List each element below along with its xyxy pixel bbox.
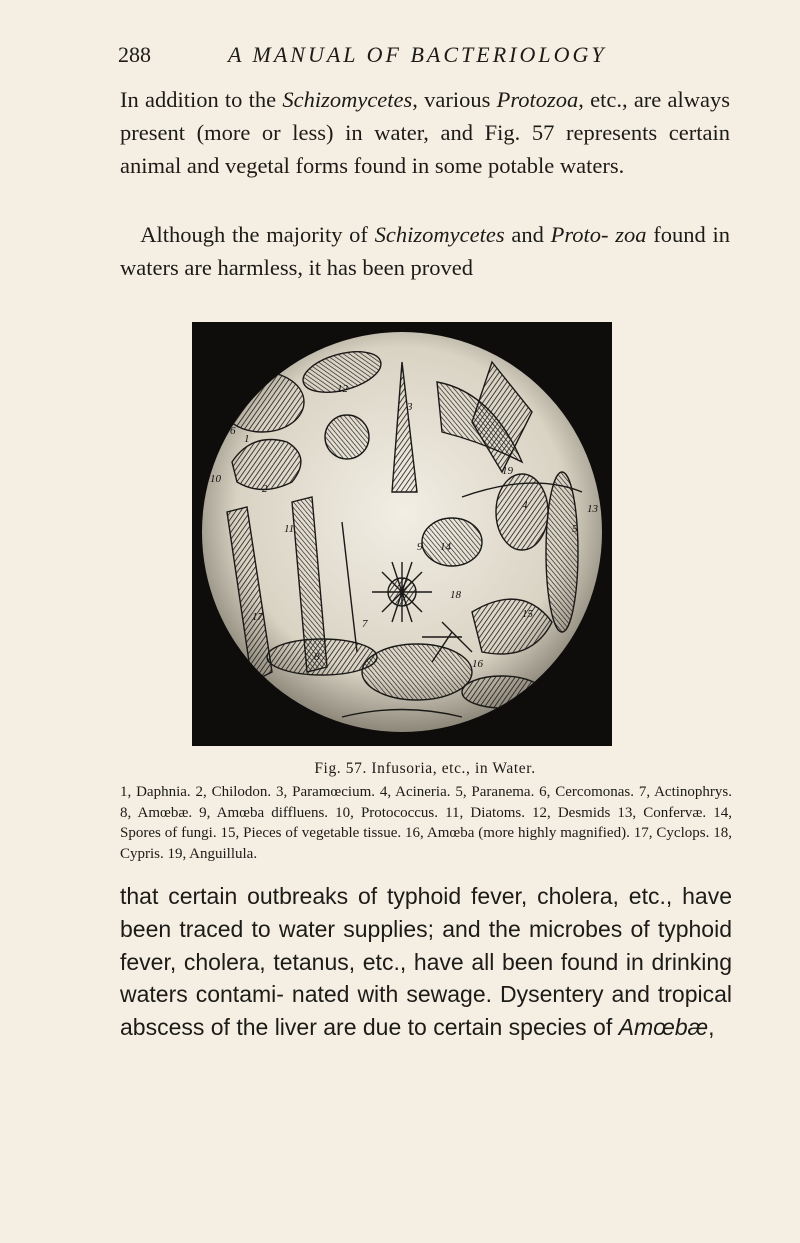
figure-caption-title: Fig. 57. Infusoria, etc., in Water.: [314, 760, 536, 777]
paragraph-intro: [120, 84, 730, 182]
acineria-shape: [325, 415, 369, 459]
figure-label-18: 18: [450, 589, 461, 601]
italic-term: Amœbæ: [618, 1014, 709, 1041]
figure-label-2: 2: [262, 483, 268, 495]
figure-label-14: 14: [440, 541, 451, 553]
paragraph-outbreaks: [120, 880, 732, 1044]
figure-label-7: 7: [362, 618, 368, 630]
figure-label-9: 9: [417, 541, 423, 553]
text-run: ,: [708, 1014, 715, 1041]
text-run: found in waters are harmless, it has been proved: [120, 222, 731, 280]
figure-label-10: 10: [210, 473, 221, 485]
figure-infusoria-engraving: [192, 322, 612, 746]
paragraph-majority: [120, 219, 730, 285]
figure-label-4: 4: [522, 499, 528, 511]
text-run: In addition to the: [120, 87, 283, 112]
figure-label-1: 1: [244, 433, 250, 445]
running-title: A MANUAL OF BACTERIOLOGY: [228, 42, 607, 67]
confervae-shape: [546, 472, 578, 632]
figure-label-19: 19: [502, 465, 513, 477]
italic-term: Schizomycetes: [282, 87, 413, 112]
text-run: and: [504, 222, 551, 247]
figure-label-16: 16: [472, 658, 483, 670]
microscope-field-illustration: [192, 322, 612, 746]
figure-label-15: 15: [522, 608, 533, 620]
text-run: that certain outbreaks of typhoid fever, cholera, etc., have been traced to water supplies; and the microbes of typhoid fever, cholera, tetanus, etc., have all been found in drinking waters contami- nated with sewage. Dysentery and tropical abscess of the liver are due to certain species of: [120, 883, 732, 1041]
page-header: [78, 42, 738, 76]
italic-term: Protozoa: [496, 87, 579, 112]
figure-label-17: 17: [252, 611, 263, 623]
page-number: 288: [118, 42, 151, 67]
amoeba-shape: [422, 518, 482, 566]
figure-label-13: 13: [587, 503, 598, 515]
italic-term: Schizomycetes: [374, 222, 505, 247]
figure-caption-legend: 1, Daphnia. 2, Chilodon. 3, Paramœcium. 4, Acineria. 5, Paranema. 6, Cercomonas. 7, Actinophrys. 8, Amœbæ. 9, Amœba diffluens. 10, Protococcus. 11, Diatoms. 12, Desmids 13, Confervæ. 14, Spores of fungi. 15, Pieces of vegetable tissue. 16, Amœba (more highly magnified). 17, Cyclops. 18, Cypris. 19, Anguillula.: [120, 784, 732, 862]
italic-term: Proto- zoa: [550, 222, 647, 247]
text-run: , etc., are always present (more or less) in water, and Fig. 57 represents certain animal and vegetal forms found in some potable waters.: [120, 87, 730, 178]
text-run: Although the majority of: [140, 222, 375, 247]
protococcus-shape: [362, 644, 472, 700]
cyclops-shape: [267, 639, 377, 675]
figure-label-3: 3: [407, 401, 413, 413]
figure-label-6: 6: [230, 425, 236, 437]
figure-label-5: 5: [572, 523, 578, 535]
figure-label-12: 12: [337, 383, 348, 395]
figure-label-8: 8: [314, 651, 320, 663]
text-run: , various: [412, 87, 497, 112]
figure-label-11: 11: [284, 523, 295, 535]
